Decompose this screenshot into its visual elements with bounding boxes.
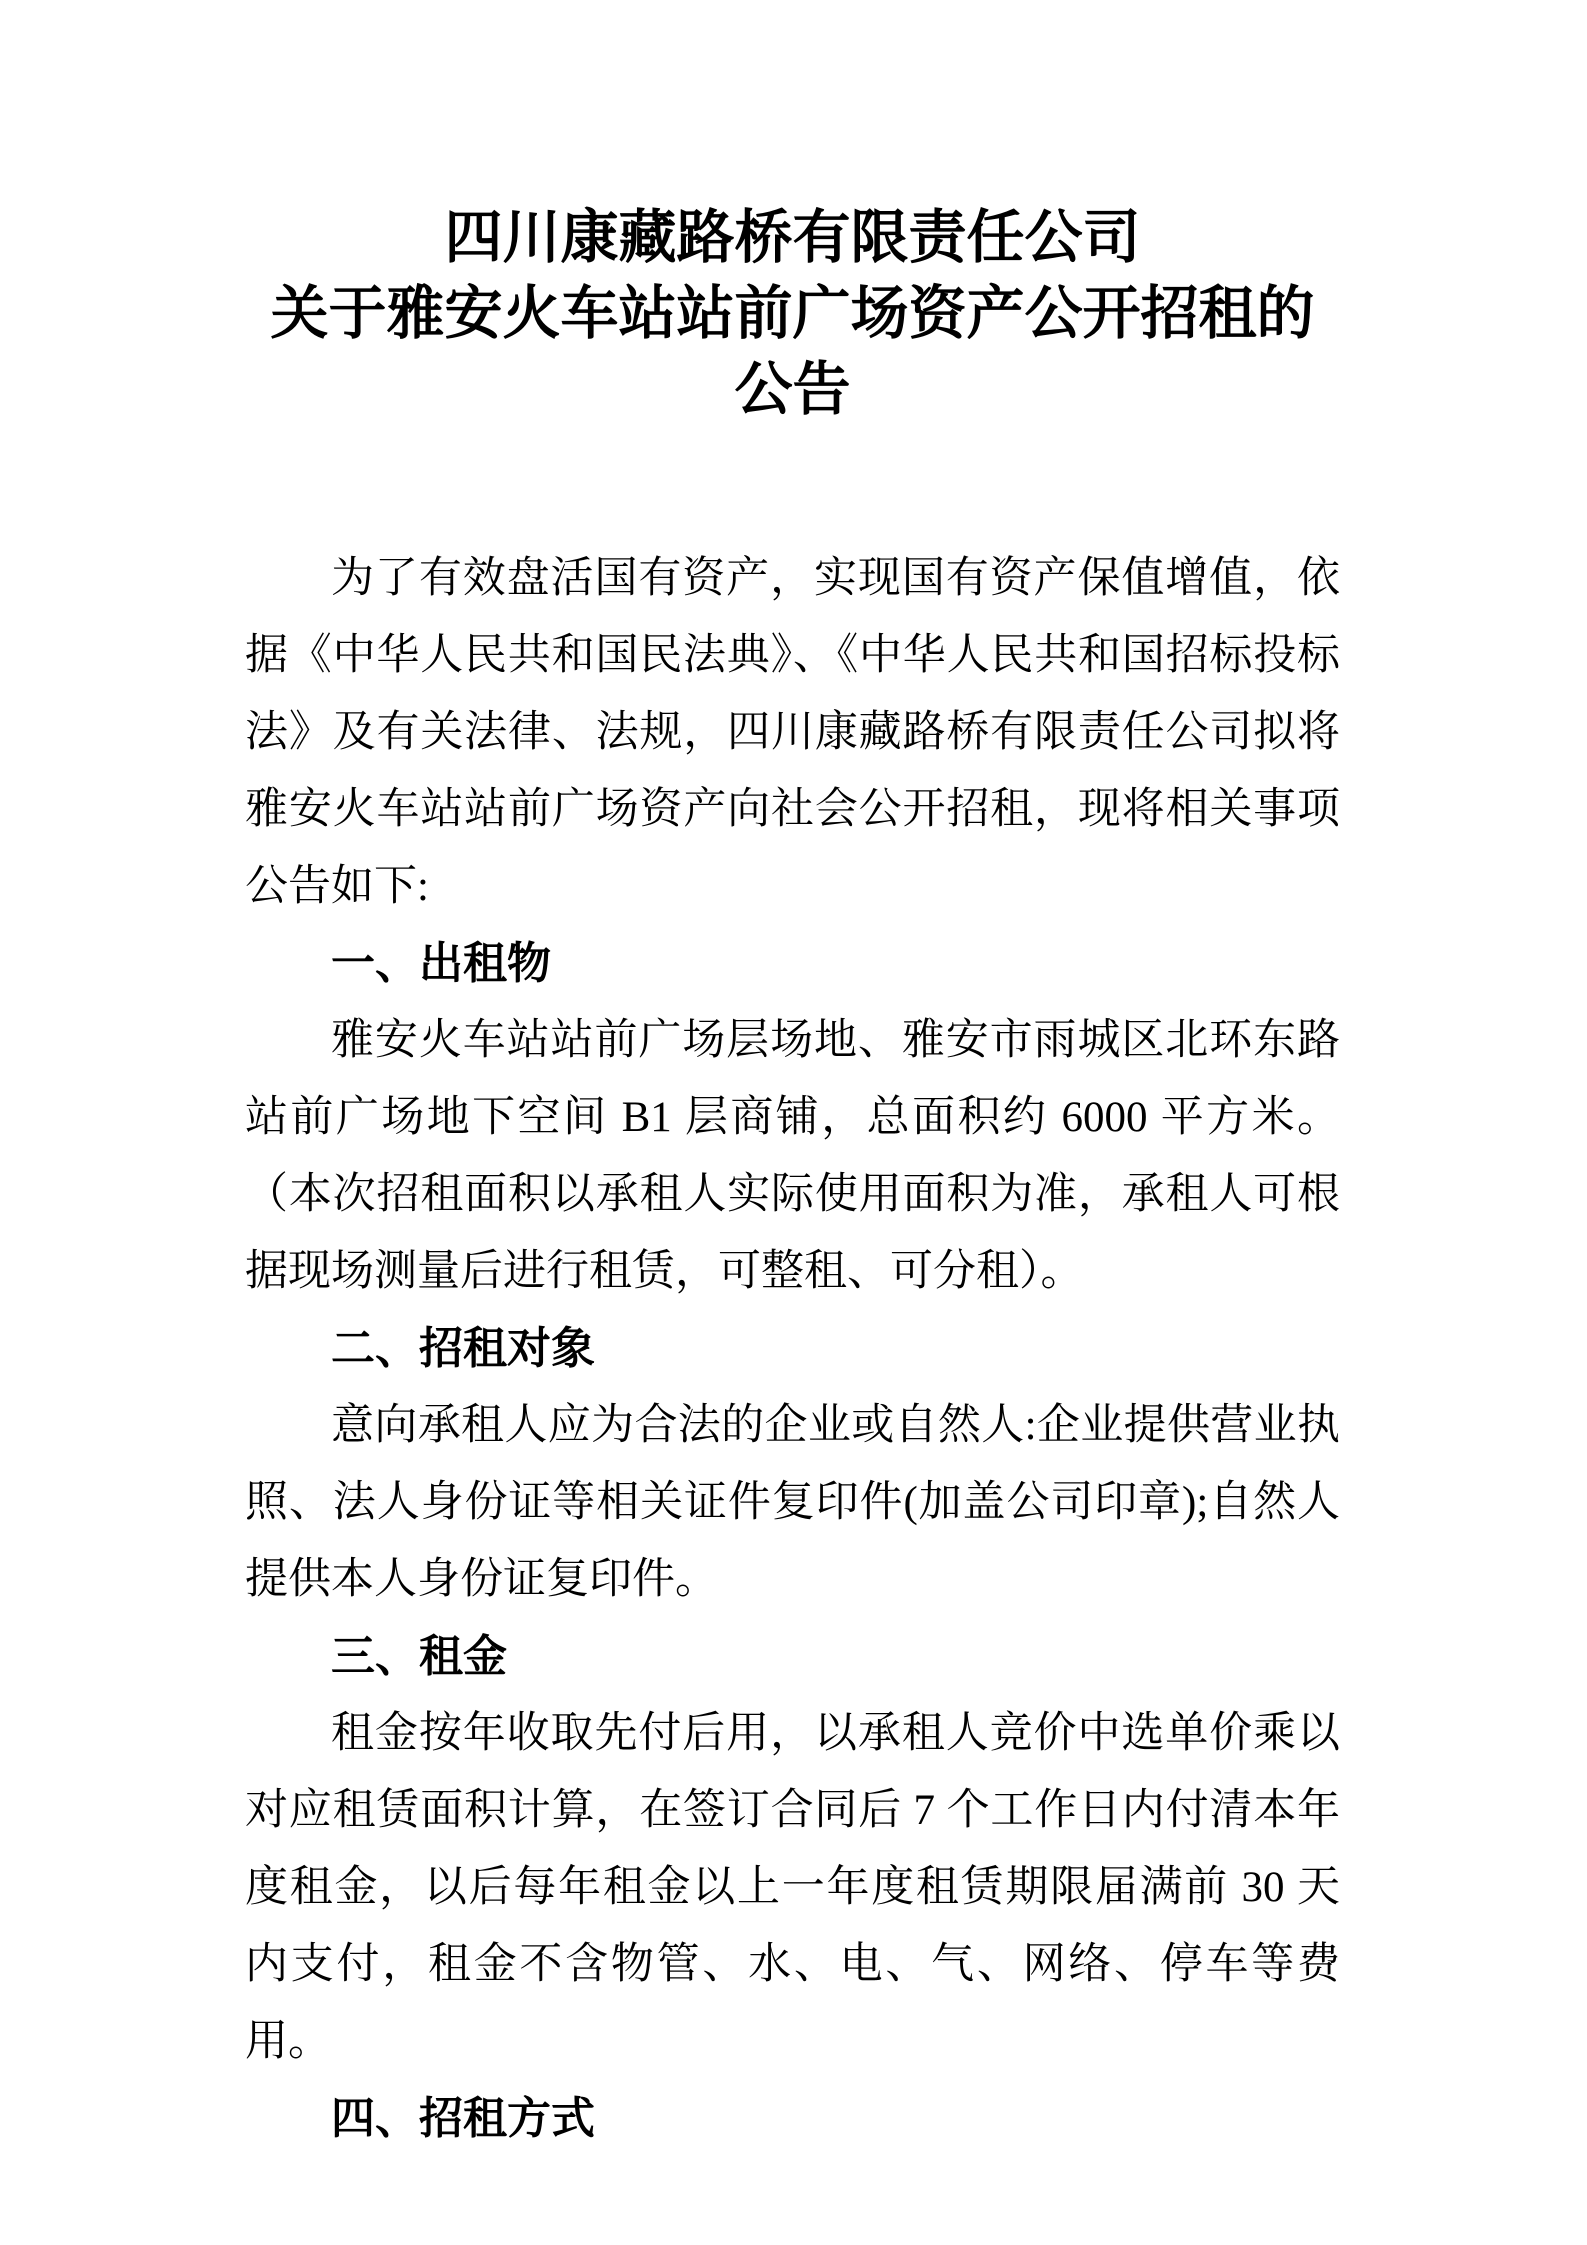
document-body [245, 540, 1340, 2157]
section-heading-target-tenants: 二、招租对象 [331, 1324, 595, 1373]
paragraph-target-tenants: 意向承租人应为合法的企业或自然人:企业提供营业执照、法人身份证等相关证件复印件(加盖公司印章);自然人提供本人身份证复印件。 [245, 1402, 1340, 1603]
title-line-notice: 公告 [734, 357, 851, 422]
title-line-subject: 关于雅安火车站站前广场资产公开招租的 [270, 281, 1315, 346]
section-heading-rental-method: 四、招租方式 [331, 2094, 595, 2143]
section-heading-rental-property: 一、出租物 [331, 939, 551, 988]
paragraph-rent: 租金按年收取先付后用，以承租人竞价中选单价乘以对应租赁面积计算，在签订合同后 7 个工作日内付清本年度租金，以后每年租金以上一年度租赁期限届满前 30 天内支付，租金不含物管、水、电、气、网络、停车等费用。 [245, 1710, 1340, 2065]
title-line-company: 四川康藏路桥有限责任公司 [444, 205, 1141, 270]
paragraph-intro: 为了有效盘活国有资产，实现国有资产保值增值，依据《中华人民共和国民法典》、《中华人民共和国招标投标法》及有关法律、法规，四川康藏路桥有限责任公司拟将雅安火车站站前广场资产向社会公开招租，现将相关事项公告如下: [245, 555, 1340, 910]
document-title [245, 200, 1340, 428]
paragraph-rental-property: 雅安火车站站前广场层场地、雅安市雨城区北环东路站前广场地下空间 B1 层商铺，总面积约 6000 平方米。（本次招租面积以承租人实际使用面积为准，承租人可根据现场测量后进行租赁，可整租、可分租）。 [245, 1017, 1340, 1295]
section-heading-rent: 三、租金 [331, 1632, 507, 1681]
